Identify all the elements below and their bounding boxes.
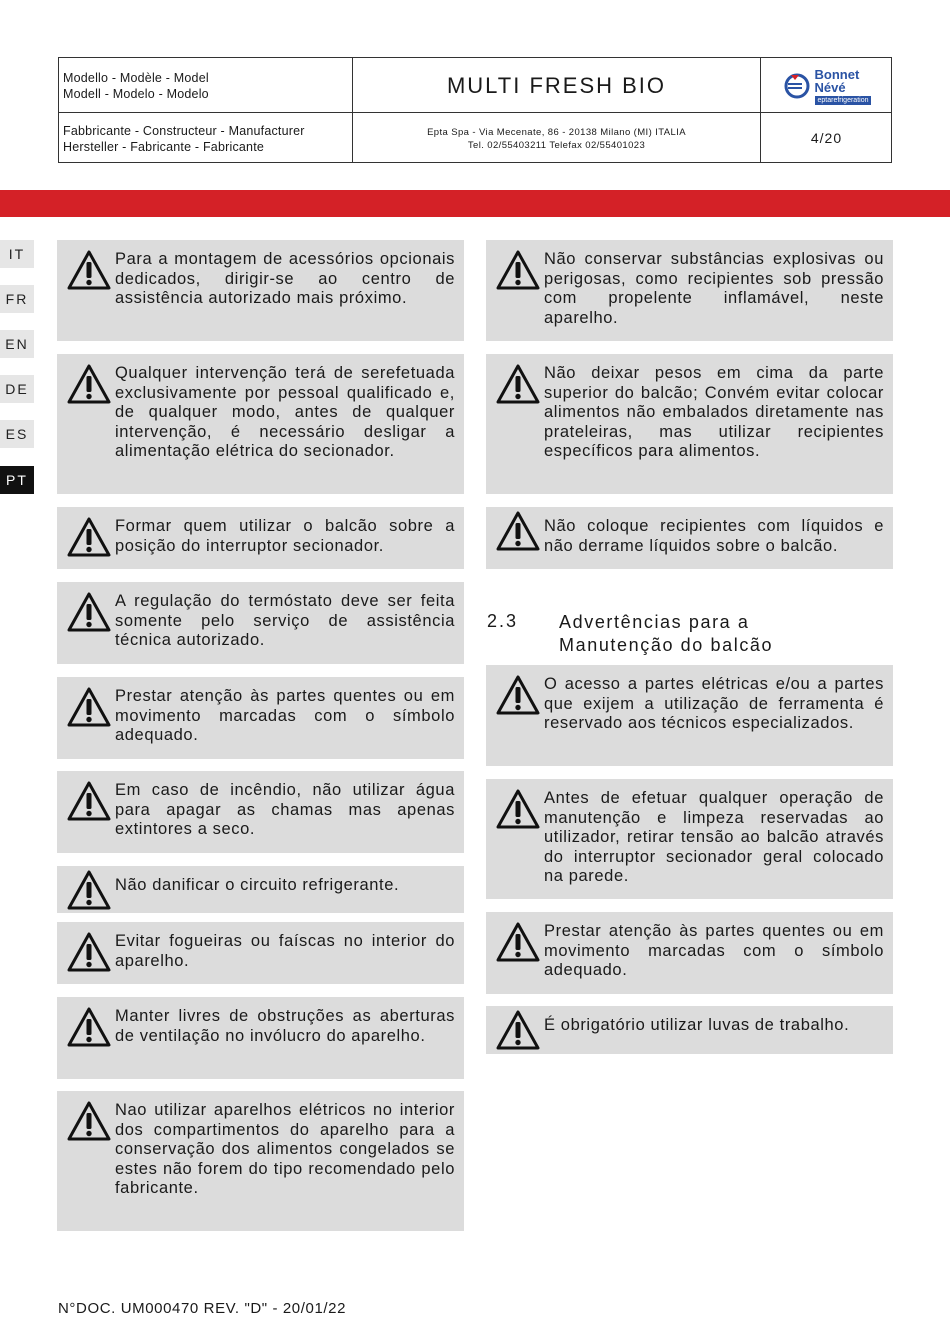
lang-tab-it[interactable]: IT (0, 240, 34, 268)
warning-triangle-icon (67, 932, 111, 972)
page-number: 4/20 (810, 130, 843, 146)
logo-line2: Névé (814, 79, 846, 95)
warning-box (57, 354, 464, 494)
warning-triangle-icon (67, 1101, 111, 1141)
warning-text: Não conservar substâncias explosivas ou perigosas, como recipientes sob pressão com propelente inflamável, neste aparelho. (544, 250, 884, 327)
warning-text: Para a montagem de acessórios opcionais dedicados, dirigir-se ao centro de assistência autorizado mais próximo. (115, 250, 455, 307)
warning-box (486, 665, 893, 766)
model-label-line2: Modell - Modelo - Modelo (63, 87, 209, 101)
warning-box (57, 922, 464, 984)
warning-box (486, 507, 893, 569)
warning-triangle-icon (67, 870, 111, 910)
logo-tagline: eptarefrigeration (815, 96, 872, 105)
warning-triangle-icon (67, 517, 111, 557)
warning-box (486, 354, 893, 494)
warning-triangle-icon (496, 364, 540, 404)
warning-box (57, 677, 464, 759)
warning-triangle-icon (67, 364, 111, 404)
warning-box (57, 582, 464, 664)
model-label (63, 70, 348, 102)
bonnet-neve-logo-icon (782, 71, 812, 101)
section-title (559, 611, 859, 657)
warning-box (57, 507, 464, 569)
warning-text: Manter livres de obstruções as aberturas de ventilação no invólucro do aparelho. (115, 1007, 455, 1045)
warning-box (486, 1006, 893, 1054)
warning-triangle-icon (67, 687, 111, 727)
warning-triangle-icon (67, 592, 111, 632)
warning-box (486, 240, 893, 341)
lang-tab-de[interactable]: DE (0, 375, 34, 403)
warning-triangle-icon (67, 1007, 111, 1047)
model-label-line1: Modello - Modèle - Model (63, 71, 209, 85)
warning-box (486, 779, 893, 899)
manufacturer-address: Epta Spa - Via Mecenate, 86 - 20138 Milano (MI) ITALIA (427, 127, 686, 138)
manufacturer-info (353, 126, 760, 152)
warning-text: Prestar atenção às partes quentes ou em movimento marcadas com o símbolo adequado. (115, 687, 455, 744)
red-accent-band (0, 190, 950, 217)
warning-text: É obrigatório utilizar luvas de trabalho. (544, 1016, 850, 1034)
manufacturer-label-line2: Hersteller - Fabricante - Fabricante (63, 140, 265, 154)
warning-triangle-icon (496, 250, 540, 290)
warning-triangle-icon (496, 1010, 540, 1050)
warning-text: Evitar fogueiras ou faíscas no interior do aparelho. (115, 932, 455, 970)
warning-text: Qualquer intervenção terá de serefetuada exclusivamente por pessoal qualificado e, de qualquer modo, antes de qualquer intervenção, é necessário desligar a alimentação elétrica do secionador. (115, 364, 455, 460)
warning-triangle-icon (67, 250, 111, 290)
document-reference: N°DOC. UM000470 REV. "D" - 20/01/22 (58, 1300, 347, 1317)
warning-text: O acesso a partes elétricas e/ou a partes que exijem a utilização de ferramenta é reservado aos técnicos especializados. (544, 675, 884, 732)
warning-text: Não deixar pesos em cima da parte superior do balcão; Convém evitar colocar alimentos não embalados diretamente nas prateleiras, mas utilizar recipientes específicos para alimentos. (544, 364, 884, 460)
section-title-line1: Advertências para a (559, 612, 750, 632)
manufacturer-label-line1: Fabbricante - Constructeur - Manufacturer (63, 124, 305, 138)
section-number: 2.3 (487, 611, 519, 631)
lang-tab-en[interactable]: EN (0, 330, 34, 358)
warning-triangle-icon (496, 789, 540, 829)
product-title: MULTI FRESH BIO (446, 73, 667, 98)
warning-box (57, 997, 464, 1079)
warning-text: Em caso de incêndio, não utilizar água para apagar as chamas mas apenas extintores a seco. (115, 781, 455, 838)
warning-box (57, 866, 464, 913)
warning-text: Não coloque recipientes com líquidos e não derrame líquidos sobre o balcão. (544, 517, 884, 555)
warning-box (57, 1091, 464, 1231)
warning-text: Antes de efetuar qualquer operação de manutenção e limpeza reservadas ao utilizador, retirar tensão ao balcão através do interruptor secionador geral colocado na parede. (544, 789, 884, 885)
warning-triangle-icon (496, 511, 540, 551)
warning-triangle-icon (496, 922, 540, 962)
brand-logo (761, 64, 892, 108)
warning-text: Não danificar o circuito refrigerante. (115, 876, 400, 894)
manufacturer-label (63, 123, 348, 155)
warning-box (57, 240, 464, 341)
warning-text: Formar quem utilizar o balcão sobre a posição do interruptor secionador. (115, 517, 455, 555)
section-title-line2: Manutenção do balcão (559, 635, 774, 655)
lang-tab-pt[interactable]: PT (0, 466, 34, 494)
warning-triangle-icon (496, 675, 540, 715)
warning-box (486, 912, 893, 994)
warning-triangle-icon (67, 781, 111, 821)
warning-text: A regulação do termóstato deve ser feita somente pelo serviço de assistência técnica autorizado. (115, 592, 455, 649)
manufacturer-contact: Tel. 02/55403211 Telefax 02/55401023 (467, 140, 646, 151)
lang-tab-fr[interactable]: FR (0, 285, 34, 313)
warning-box (57, 771, 464, 853)
logo-line1: Bonnet (814, 66, 860, 82)
lang-tab-es[interactable]: ES (0, 420, 34, 448)
document-header (58, 57, 892, 163)
warning-text: Prestar atenção às partes quentes ou em movimento marcadas com o símbolo adequado. (544, 922, 884, 979)
warning-text: Nao utilizar aparelhos elétricos no interior dos compartimentos do aparelho para a conservação dos alimentos congelados se estes não forem do tipo recomendado pelo fabricante. (115, 1101, 455, 1197)
